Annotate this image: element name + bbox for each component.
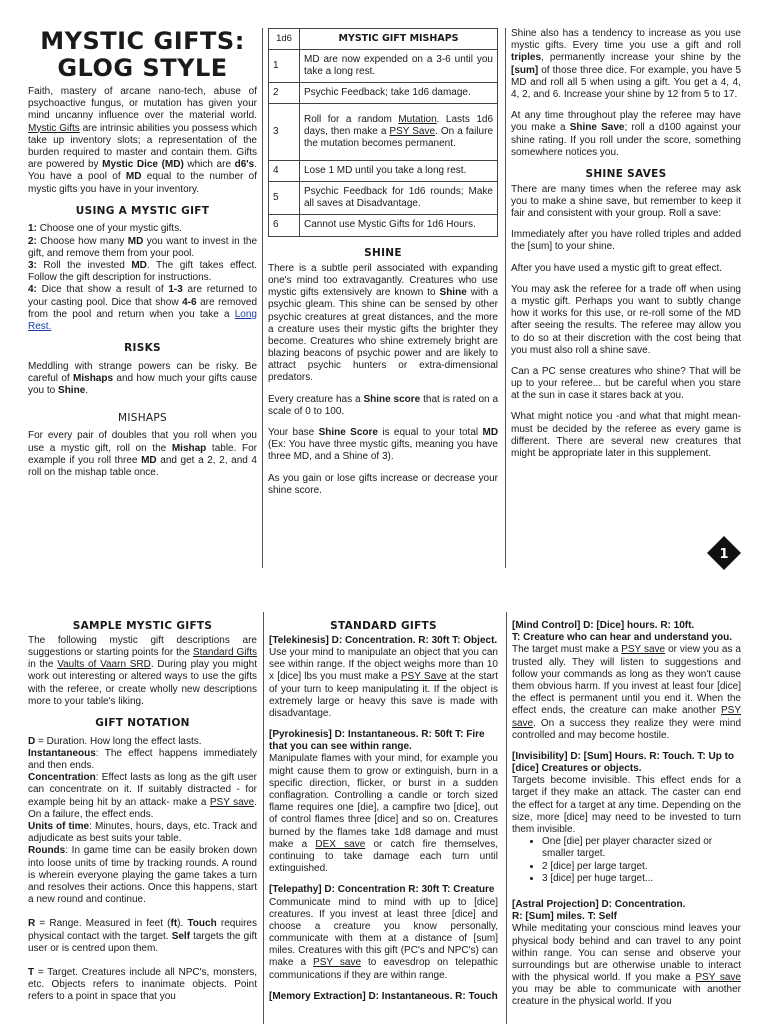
mishap-table-header [269,29,498,50]
page-two-column-one [28,620,257,1012]
title-line-one: MYSTIC GIFTS: [40,27,245,55]
astral-projection-text: While meditating your conscious mind leaves your physical body behind and can travel to any point within range. You can sense and observe your surroundings but are otherwise unable to interact with the physical world. If you make a PSY save you may be able to communicate with another creature in the physical world. If you [512,923,741,1008]
shine-saves-paragraph-four: You may ask the referee for a trade off when using a mystic gift. Perhaps you want to subtly change how it works for this use, or re-roll some of the MD after seeing the results. The referee may allow you to do so at their discretion with the cost being that you must also roll a shine save. [511,283,741,356]
psy-save-link[interactable]: PSY save [621,644,666,656]
table-row: 1 MD are now expended on a 3-6 until you take a long rest. [269,50,498,83]
using-steps: 1: Choose one of your mystic gifts. 2: Choose how many MD you want to invest in the gift, and remove them from your pool. 3: Roll the invested MD. The gift takes effect. Follow the gift description for instructions. 4: Dice that show a result of 1-3 are returned to your casting pool. Dice that show 4-6 are removed from the pool and return when you take a Long Rest. [28,223,258,332]
mind-control-heading: [Mind Control] D: [Dice] hours. R: 10ft. [512,620,695,631]
telekinesis-heading: [Telekinesis] D: Concentration. R: 30ft T: Object. [269,634,498,646]
list-item: • 3 [dice] per huge target... [542,873,741,885]
table-row: 5 Psychic Feedback for 1d6 rounds; Make all saves at Disadvantage. [269,182,498,215]
page-two [0,612,768,1024]
table-row: 4 Lose 1 MD until you take a long rest. [269,161,498,182]
sample-heading: SAMPLE MYSTIC GIFTS [72,620,213,632]
shine-saves-heading: SHINE SAVES [585,167,667,180]
shine-paragraph-four: As you gain or lose gifts increase or decrease your shine score. [268,472,498,496]
psy-save-link[interactable]: PSY save [209,796,255,808]
mishap-table-die-header: 1d6 [269,29,300,50]
notation-concentration: Concentration: Effect lasts as long as the gift user can concentrate on it. If suitably distracted - for example being hit by an attack- make a PSY save. On a failure, the effect ends. [28,772,258,820]
shine-saves-paragraph-six: What might notice you -and what that might mean- must be decided by the referee as every game is different. There are several new creatures that might be appropriate later in this supplement. [511,411,741,460]
shine-save-paragraph: At any time throughout play the referee may have you make a Shine Save; roll a d100 against your shine rating. If you roll under the score, something somewhere notices you. [511,110,742,158]
risks-paragraph: Meddling with strange powers can be risky. Be careful of Mishaps and how much your gifts cause you to Shine. [28,360,258,397]
notation-units: Units of time: Minutes, hours, days, etc. Track and adjudicate as best suits your table. [28,821,257,845]
vaults-srd-link[interactable]: Vaults of Vaarn SRD [57,659,151,671]
notation-instantaneous: Instantaneous: The effect happens immediately and then ends. [28,747,257,772]
shine-increase-paragraph: Shine also has a tendency to increase as you use mystic gifts. Every time you use a gift and roll triples, permanently increase your shine by the [sum] of those three dice. For example, you have 5 MD and roll all 5 when using a gift. You get a 4, 4, 4, 2, and 6. Increase your shine by 12 from 5 to 17. [511,28,742,100]
psy-save-link[interactable]: PSY Save [400,671,447,683]
page-one-column-three [511,28,741,469]
psy-save-link[interactable]: PSY Save [389,125,436,137]
risks-heading: RISKS [124,342,161,355]
notation-range: R = Range. Measured in feet (ft). Touch requires physical contact with the target. Self targets the gift user or is centred upon them. [28,918,258,954]
table-row: 6 Cannot use Mystic Gifts for 1d6 Hours. [269,215,498,237]
mishap-table [268,28,498,237]
shine-heading: SHINE [364,247,402,259]
sample-paragraph: The following mystic gift descriptions are suggestions or starting points for the Standard Gifts in the Vaults of Vaarn SRD. During play you might work out interesting or altered ways to use the gifts with the referee, or create wholly new descriptions more to your table's liking. [28,634,258,707]
page-two-column-three [512,620,741,1018]
long-rest-link[interactable]: Long Rest. [28,308,257,332]
column-divider [505,28,506,568]
shine-paragraph-two: Every creature has a Shine score that is rated on a scale of 0 to 100. [268,393,499,417]
notation-duration: D = Duration. How long the effect lasts. [28,735,202,747]
standard-gifts-link[interactable]: Standard Gifts [192,646,257,658]
page-number: 1 [719,547,729,562]
shine-paragraph-three: Your base Shine Score is equal to your total MD (Ex: You have three mystic gifts, meaning you have three MD, and a Shine of 3). [268,427,499,463]
table-row: 3 Roll for a random Mutation. Lasts 1d6 days, then make a PSY Save. On a failure the mutation becomes permanent. [269,104,498,161]
notation-rounds: Rounds: In game time can be easily broken down into loose units of time by tracking rounds. A round is wherein everyone playing the game takes a turn and resolves their actions. Once this happens, start a new round and continue. [28,845,257,906]
mishaps-paragraph: For every pair of doubles that you roll when you use a mystic gift, roll on the Mishap table. For example if you roll three MD and get a 2, 2, and 4 roll on the mishap table once. [28,430,258,478]
memory-extraction-heading: [Memory Extraction] D: Instantaneous. R: Touch [269,990,498,1002]
mind-control-text: The target must make a PSY save or view you as a trusted ally. They will listen to suggestions and follow your commands as long as they won't cause them obvious harm. If you invest at least four [dice] the effect is permanent until you end it. When the effect ends, the creature can make another PSY save. On a success they realize they were mind controlled and may become hostile. [512,644,741,741]
page-one-column-one [28,28,257,488]
invisibility-heading: [Invisibility] D: [Sum] Hours. R: Touch. T: Up to [dice] Creatures or objects. [512,750,735,775]
mind-control-target: T: Creature who can hear and understand you. [512,632,733,644]
shine-saves-paragraph-five: Can a PC sense creatures who shine? That will be up to your referee... but be careful when you stare at the sun in case it stares back at you. [511,365,741,402]
shine-saves-paragraph-one: There are many times when the referee may ask you to make a shine save, but remember to keep it fair and consistent with your group. Roll a save: [511,183,741,220]
page-one-column-two [268,28,498,506]
using-heading: USING A MYSTIC GIFT [75,204,210,217]
mutation-link[interactable]: Mutation [398,113,437,125]
pyrokinesis-heading: [Pyrokinesis] D: Instantaneous. R: 50ft T: Fire that you can see within range. [269,729,485,753]
invisibility-size-list [512,836,741,885]
astral-projection-heading: [Astral Projection] D: Concentration. [512,898,686,910]
invisibility-text: Targets become invisible. This effect ends for a target if they make an attack. The caster can end the effect for a target at any time. Depending on the size, more [dice] may need to be invested to turn them invisible. [512,775,741,835]
column-divider [506,612,507,1024]
shine-saves-paragraph-three: After you have used a mystic gift to great effect. [511,262,723,274]
table-row: 2 Psychic Feedback; take 1d6 damage. [269,83,498,104]
notation-target: T = Target. Creatures include all NPC's, monsters, etc. Objects refers to inanimate objects. Point refers to a point in space that you [28,966,257,1003]
telekinesis-text: Use your mind to manipulate an object that you can see within range. If the object weighs more than 10 x [dice] lbs you must make a PSY Save at the start of your turn to keep manipulating it. If the object is extremely large or heavy this save is made with disadvantage. [269,646,499,719]
shine-paragraph-one: There is a subtle peril associated with expanding one's mind too extravagantly. Creatures who use mystic gifts extensively are known to Shine with a psychic gleam. This shine can be sensed by other psychic creatures at great distances, and the more a creature uses their mystic gifts the brighter they become. Creatures who shine extremely bright are blazing beacons of psychic power and are likely to attract psychic hunters or extra-dimensional predators. [268,262,499,384]
shine-saves-paragraph-two: Immediately after you have rolled triples and added the [sum] to your shine. [511,229,741,253]
mishaps-heading: MISHAPS [118,411,167,424]
telepathy-text: Communicate mind to mind with up to [dice] creatures. If you invest at least three [dice] and choose a creature you know personally, communicate with them at a distance of [sum] miles. Creatures with this gift (PC's and NPC's) can make a PSY save to eavesdrop on telepathic communications if they are within range. [269,896,499,981]
intro-paragraph: Faith, mastery of arcane nano-tech, abuse of psychoactive fungus, or mutation has given your mind uncanny influence over the material world. Mystic Gifts are intrinsic abilities you possess which take up inventory slots; a representation of the burden required to master and contain them. Gifts are powered by Mystic Dice (MD) which are d6's. You have a pool of MD equal to the number of mystic gifts you have in your inventory. [28,86,258,195]
list-item: • One [die] per player character sized or smaller target. [542,836,741,860]
mishap-table-title: MYSTIC GIFT MISHAPS [300,29,498,50]
psy-save-link[interactable]: PSY save [695,972,741,984]
astral-projection-range: R: [Sum] miles. T: Self [512,911,618,923]
page-two-column-two [269,620,498,1003]
psy-save-link[interactable]: PSY save [512,705,741,729]
mystic-gifts-term: Mystic Gifts [28,122,80,134]
standard-gifts-heading: STANDARD GIFTS [330,620,437,632]
notation-heading: GIFT NOTATION [95,716,190,729]
column-divider [263,612,264,1024]
telepathy-heading: [Telepathy] D: Concentration R: 30ft T: Creature [269,884,495,896]
column-divider [262,28,263,568]
document-title [28,28,257,82]
title-line-two: GLOG STYLE [57,54,228,82]
dex-save-link[interactable]: DEX save [315,838,366,850]
list-item: • 2 [dice] per large target. [542,861,741,873]
page-number-diamond [707,536,741,570]
psy-save-link[interactable]: PSY save [313,957,362,969]
pyrokinesis-text: Manipulate flames with your mind, for example you might cause them to grow or extinguish, burn in a specific direction, flicker, or burst in a sudden conflagration. Controlling a candle or torch sized flame requires one [die], a campfire two [dice], out of control flames three [dice] and so on. Creatures burned by the flames take 1d8 damage and must make a DEX save or catch fire themselves, continuing to take damage each turn until extinguished. [269,753,499,875]
